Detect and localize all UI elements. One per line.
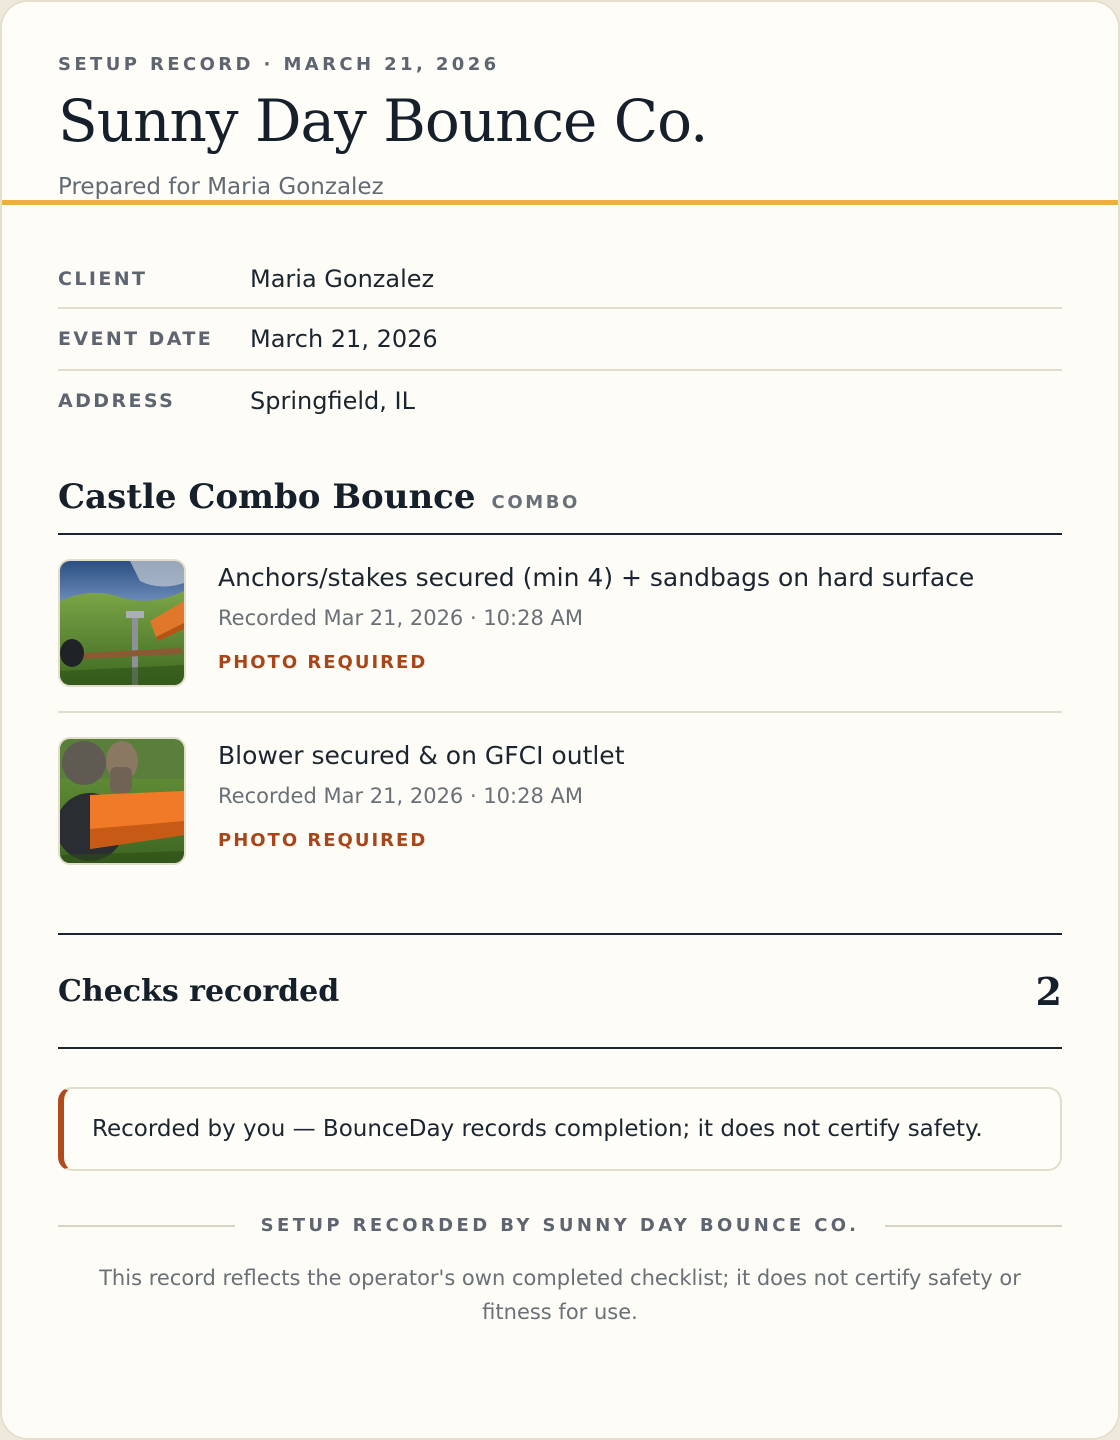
check-item bbox=[58, 535, 1062, 713]
prepared-for: Prepared for Maria Gonzalez bbox=[58, 173, 384, 200]
checks-total-count: 2 bbox=[1035, 968, 1062, 1014]
stake-anchor-image bbox=[60, 561, 184, 685]
photo-required-badge: PHOTO REQUIRED bbox=[218, 830, 428, 851]
blower-tube-image bbox=[60, 739, 184, 863]
footer-attribution bbox=[58, 1215, 1062, 1236]
check-item-body bbox=[218, 737, 625, 865]
blower-tube-photo[interactable] bbox=[58, 737, 186, 865]
record-header bbox=[2, 2, 1118, 198]
footer-divider-left bbox=[58, 1225, 235, 1227]
detail-row-address bbox=[58, 371, 1062, 431]
footer-disclaimer: This record reflects the operator's own completed checklist; it does not certify safety or fitness for use. bbox=[99, 1266, 1021, 1324]
recorded-by-text: SETUP RECORDED BY SUNNY DAY BOUNCE CO. bbox=[260, 1215, 860, 1236]
detail-label: CLIENT bbox=[58, 268, 148, 290]
company-name: Sunny Day Bounce Co. bbox=[58, 87, 708, 155]
unit-type-tag: COMBO bbox=[491, 492, 580, 513]
check-item-body bbox=[218, 559, 974, 687]
check-title: Blower secured & on GFCI outlet bbox=[218, 741, 625, 770]
detail-row-client bbox=[58, 251, 1062, 309]
checks-total-label: Checks recorded bbox=[58, 973, 340, 1009]
record-content bbox=[2, 251, 1118, 1329]
check-recorded-time: Recorded Mar 21, 2026 · 10:28 AM bbox=[218, 784, 583, 808]
photo-required-badge: PHOTO REQUIRED bbox=[218, 652, 428, 673]
check-title: Anchors/stakes secured (min 4) + sandbags on hard surface bbox=[218, 563, 975, 592]
detail-value: March 21, 2026 bbox=[250, 325, 438, 353]
detail-label: ADDRESS bbox=[58, 390, 176, 412]
detail-row-event-date bbox=[58, 309, 1062, 371]
check-recorded-time: Recorded Mar 21, 2026 · 10:28 AM bbox=[218, 606, 583, 630]
stake-anchor-photo[interactable] bbox=[58, 559, 186, 687]
check-item bbox=[58, 713, 1062, 889]
completion-disclaimer-note: Recorded by you — BounceDay records completion; it does not certify safety. bbox=[58, 1087, 1062, 1171]
record-kicker: SETUP RECORD · MARCH 21, 2026 bbox=[58, 54, 500, 75]
accent-divider bbox=[2, 200, 1118, 205]
footer-divider-right bbox=[885, 1225, 1062, 1227]
checks-total-row bbox=[58, 933, 1062, 1049]
detail-value: Springfield, IL bbox=[250, 387, 415, 415]
detail-label: EVENT DATE bbox=[58, 328, 214, 350]
unit-heading bbox=[58, 477, 1062, 535]
detail-value: Maria Gonzalez bbox=[250, 265, 435, 293]
unit-name: Castle Combo Bounce bbox=[58, 477, 476, 517]
